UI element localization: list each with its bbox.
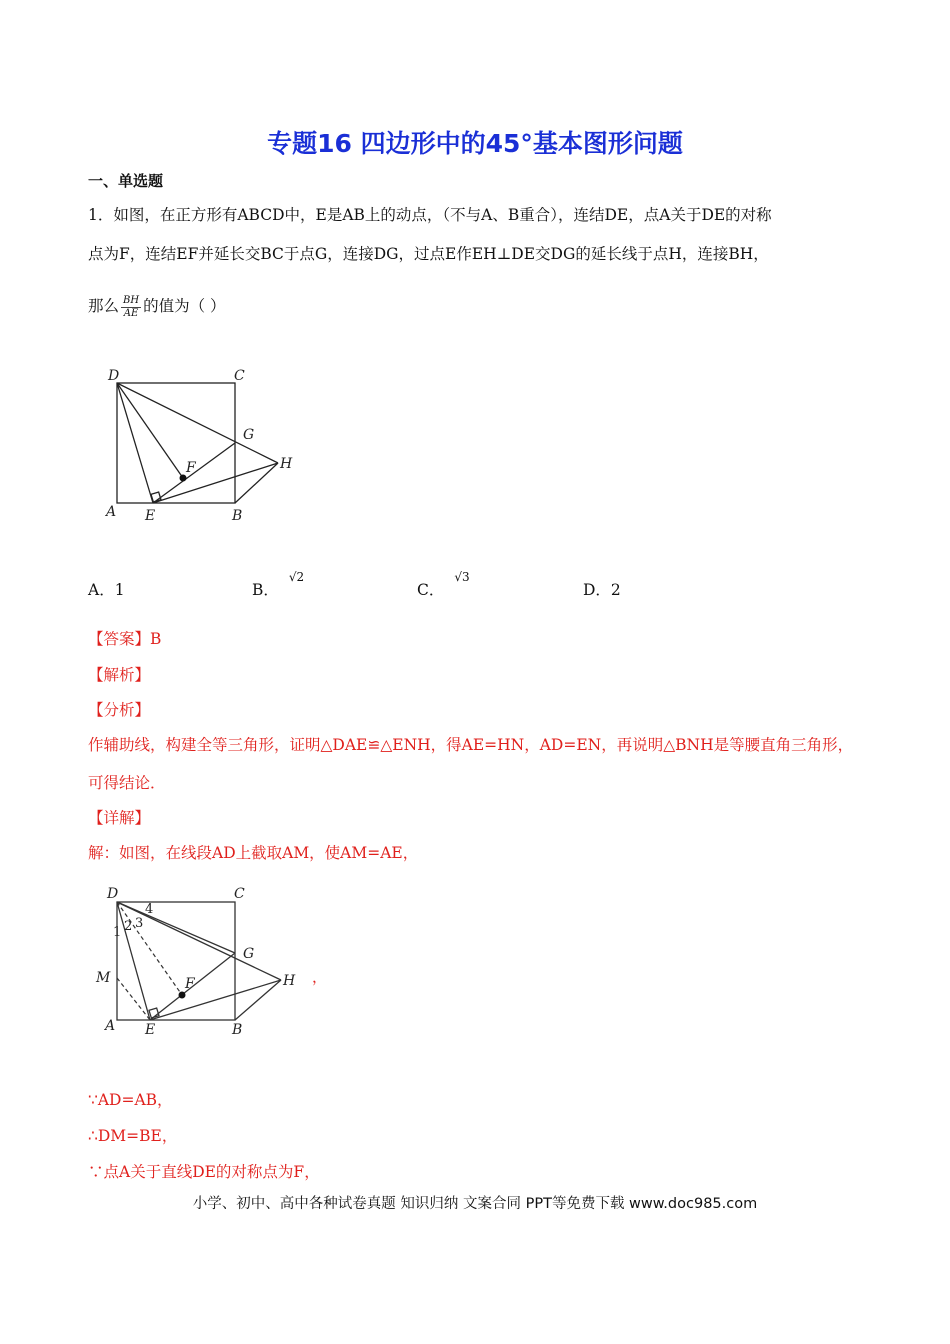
fraction: [121, 295, 141, 320]
label-e-2: E: [145, 1022, 156, 1038]
label-m-2: M: [96, 970, 111, 986]
option-d: D．2: [583, 581, 621, 599]
question-line-1: 1．如图，在正方形有ABCD中，E是AB上的动点，（不与A、B重合），连结DE，点A关于DE的对称: [88, 206, 772, 224]
page-footer: 小学、初中、高中各种试卷真题 知识归纳 文案合同 PPT等免费下载 www.doc985.com: [192, 1196, 758, 1212]
angle-label-4: 4: [145, 902, 154, 917]
segment-dh: [117, 383, 278, 463]
option-b-label: B．: [252, 581, 279, 599]
segment-eh-2: [150, 980, 281, 1020]
dashed-me: [117, 978, 150, 1020]
label-d-2: D: [107, 886, 119, 902]
detail-line-1: 解：如图，在线段AD上截取AM，使AM=AE，: [88, 844, 419, 862]
detail-heading: 【详解】: [88, 809, 151, 827]
option-b-value: √2: [288, 570, 305, 584]
point-f-2: [179, 992, 186, 999]
label-h: H: [280, 456, 293, 472]
label-c-2: C: [234, 886, 245, 902]
option-c: [417, 570, 470, 600]
question-prefix: 那么: [88, 297, 120, 315]
label-e: E: [145, 508, 156, 524]
label-b-2: B: [232, 1022, 243, 1038]
question-figure: [100, 366, 310, 526]
fenxi-line-2: 可得结论．: [88, 774, 166, 792]
segment-eh: [153, 463, 278, 503]
analysis-heading: 【解析】: [88, 666, 151, 684]
label-g-2: G: [243, 946, 255, 962]
option-b: [252, 570, 305, 600]
proof-line-2: ∴DM=BE，: [88, 1127, 178, 1145]
label-a: A: [106, 504, 117, 520]
fenxi-heading: 【分析】: [88, 701, 151, 719]
figure2-trailing-punct: ，: [312, 968, 328, 986]
fraction-numerator: BH: [123, 294, 140, 306]
label-c: C: [234, 368, 245, 384]
label-b: B: [232, 508, 243, 524]
segment-bh: [235, 463, 278, 503]
solution-figure: [95, 880, 305, 1040]
proof-line-1: ∵AD=AB，: [88, 1091, 173, 1109]
angle-label-3: 3: [135, 916, 144, 931]
answer: 【答案】B: [88, 630, 162, 648]
segment-de: [117, 383, 153, 503]
page-title: 专题16 四边形中的45°基本图形问题: [267, 129, 683, 158]
label-f: F: [186, 460, 196, 476]
label-a-2: A: [105, 1018, 116, 1034]
segment-df: [117, 383, 183, 478]
label-h-2: H: [283, 973, 296, 989]
label-d: D: [108, 368, 120, 384]
label-f-2: F: [185, 976, 195, 992]
label-g: G: [243, 427, 255, 443]
question-line-2: 点为F，连结EF并延长交BC于点G，连接DG，过点E作EH⊥DE交DG的延长线于点H，连接BH，: [88, 245, 769, 263]
segment-bh-2: [235, 980, 281, 1020]
option-a: A．1: [88, 581, 125, 599]
option-c-label: C．: [417, 581, 445, 599]
angle-label-2: 2: [124, 919, 133, 934]
segment-de-2: [117, 902, 150, 1020]
section-heading: 一、单选题: [88, 172, 164, 190]
question-suffix: 的值为（ ）: [143, 297, 226, 315]
fraction-denominator: AE: [123, 307, 139, 319]
proof-line-3: ∵点A关于直线DE的对称点为F，: [88, 1163, 320, 1181]
angle-label-1: 1: [113, 925, 122, 940]
segment-dh-2: [117, 902, 281, 980]
fenxi-line-1: 作辅助线，构建全等三角形，证明△DAE≌△ENH，得AE=HN，AD=EN，再说明△BNH是等腰直角三角形，: [88, 736, 854, 754]
question-line-3: [88, 294, 226, 320]
option-c-value: √3: [454, 570, 470, 584]
